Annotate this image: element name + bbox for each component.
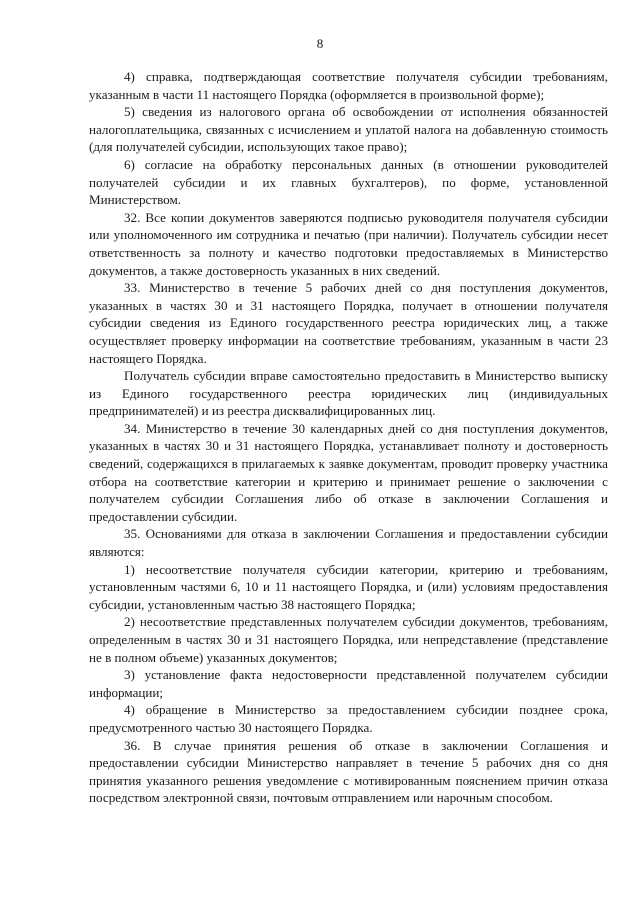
paragraph-section-32: 32. Все копии документов заверяются подписью руководителя получателя субсидии или уполномоченного им сотрудника и печатью (при наличии). Получатель субсидии несет ответственность за полноту и качество подготовки предоставляемых в Министерство документов, а также достоверность указанных в них сведений. xyxy=(89,209,608,278)
paragraph-section-36: 36. В случае принятия решения об отказе в заключении Соглашения и предоставлении субсидии Министерство направляет в течение 5 рабочих дня со дня принятия указанного решения уведомление с мотивированным пояснением причин отказа посредством электронной связи, почтовым отправлением или нарочным способом. xyxy=(89,737,608,806)
paragraph-item-6: 6) согласие на обработку персональных данных (в отношении руководителей получателей субсидии и их главных бухгалтеров), по форме, установленной Министерством. xyxy=(89,156,608,208)
paragraph-section-34: 34. Министерство в течение 30 календарных дней со дня поступления документов, указанных в частях 30 и 31 настоящего Порядка, устанавливает полноту и достоверность сведений, содержащихся в прилагаемых к заявке документам, проводит проверку участника отбора на соответствие категории и критерию и принимает решение о заключении с получателем субсидии Соглашения либо об отказе в заключении Соглашения и предоставлении субсидии. xyxy=(89,420,608,524)
paragraph-refusal-reason-3: 3) установление факта недостоверности представленной получателем субсидии информации; xyxy=(89,667,608,700)
paragraph-item-5: 5) сведения из налогового органа об освобождении от исполнения обязанностей налогоплательщика, связанных с исчислением и уплатой налога на добавленную стоимость (для получателей субсидии, использующих такое право); xyxy=(89,104,608,155)
paragraph-section-33: 33. Министерство в течение 5 рабочих дней со дня поступления документов, указанных в частях 30 и 31 настоящего Порядка, получает в отношении получателя субсидии сведения из Единого государственного реестра юридических лиц, а также осуществляет проверку информации на соответствие требованиям, указанным в части 23 настоящего Порядка. xyxy=(89,280,608,366)
paragraph-item-4: 4) справка, подтверждающая соответствие получателя субсидии требованиям, указанным в части 11 настоящего Порядка (оформляется в произвольной форме); xyxy=(89,69,608,102)
document-body xyxy=(89,68,608,807)
paragraph-refusal-reason-4: 4) обращение в Министерство за предоставлением субсидии позднее срока, предусмотренного частью 30 настоящего Порядка. xyxy=(89,702,608,735)
page-number: 8 xyxy=(316,36,324,51)
paragraph-refusal-reason-2: 2) несоответствие представленных получателем субсидии документов, требованиям, определенным в частях 30 и 31 настоящего Порядка, или непредставление (представление не в полном объеме) указанных документов; xyxy=(89,614,608,665)
paragraph-section-33-note: Получатель субсидии вправе самостоятельно предоставить в Министерство выписку из Единого государственного реестра юридических лиц (индивидуальных предпринимателей) и из реестра дисквалифицированных лиц. xyxy=(89,368,608,419)
paragraph-section-35: 35. Основаниями для отказа в заключении Соглашения и предоставлении субсидии являются: xyxy=(89,526,608,560)
paragraph-refusal-reason-1: 1) несоответствие получателя субсидии категории, критерию и требованиям, установленным частями 6, 10 и 11 настоящего Порядка, и (или) условиям предоставления субсидии, установленным частью 38 настоящего Порядка; xyxy=(89,561,608,612)
